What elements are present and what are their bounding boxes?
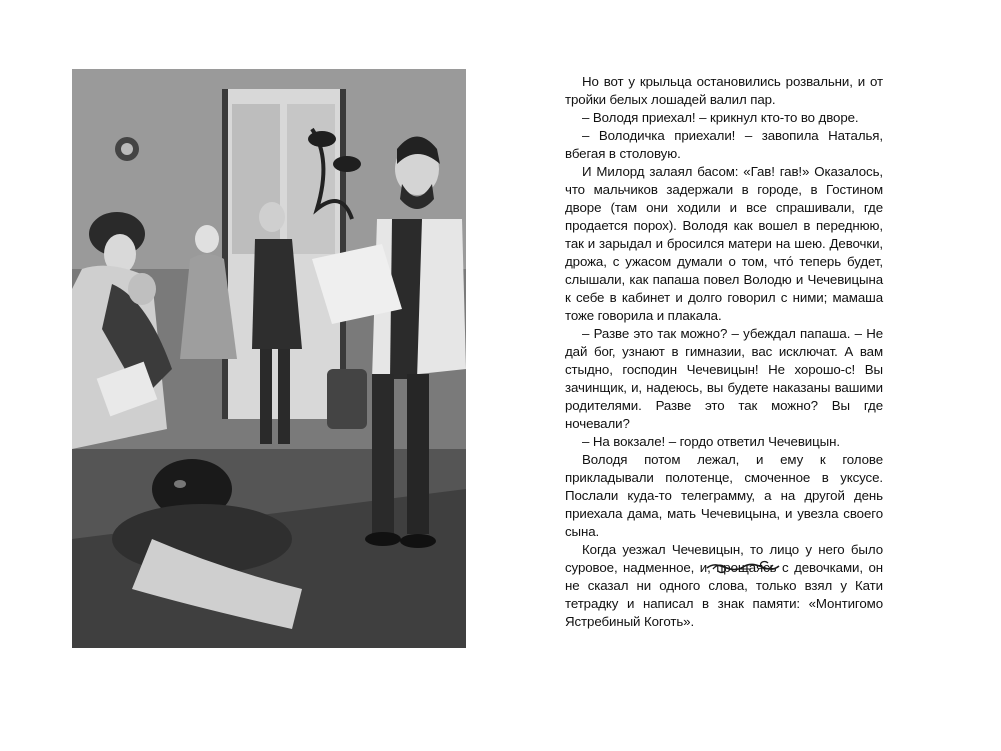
paragraph: – На вокзале! – гордо ответил Чечевицын. <box>582 434 840 449</box>
paragraph: Володя потом лежал, и ему к голове прикладывали полотенце, смоченное в уксусе. Послали куда-то телеграмму, а на другой день приехала дама, мать Чечевицына, и увезла своего сына. <box>565 452 883 539</box>
book-illustration-family-scene <box>72 69 466 648</box>
paragraph: – Разве это так можно? – убеждал папаша. – Не дай бог, узнают в гимназии, вас исключат. А вам стыдно, господин Чечевицын! Не хорошо-с! Вы зачинщик, и, надеюсь, вы будете наказаны вашими родителями. Разве это так можно? Вы где ночевали? <box>565 326 883 431</box>
paragraph: – Володя приехал! – крикнул кто-то во дворе. <box>582 110 859 125</box>
paragraph: И Милорд залаял басом: «Гав! гав!» Оказалось, что мальчиков задержали в городе, в Гостином дворе (там они ходили и все спрашивали, где продается порох). Володя как вошел в переднюю, так и зарыдал и бросился матери на шею. Девочки, дрожа, с ужасом думали о том, что́ теперь будет, слышали, как папаша повел Володю и Чечевицына к себе в кабинет и долго говорил с ними; мамаша тоже говорила и плакала. <box>565 164 883 323</box>
paragraph: – Володичка приехали! – завопила Наталья, вбегая в столовую. <box>565 128 883 161</box>
paragraph: Но вот у крыльца остановились розвальни, и от тройки белых лошадей валил пар. <box>565 74 883 107</box>
decorative-flourish-icon <box>705 556 781 578</box>
paragraph: Когда уезжал Чечевицын, то лицо у него было суровое, надменное, и, прощаясь с девочками, он не сказал ни одного слова, только взял у Кати тетрадку и написал в знак памяти: «Монтигомо Ястребиный Коготь». <box>565 542 883 629</box>
body-text <box>565 73 883 631</box>
book-illustration <box>72 69 466 648</box>
